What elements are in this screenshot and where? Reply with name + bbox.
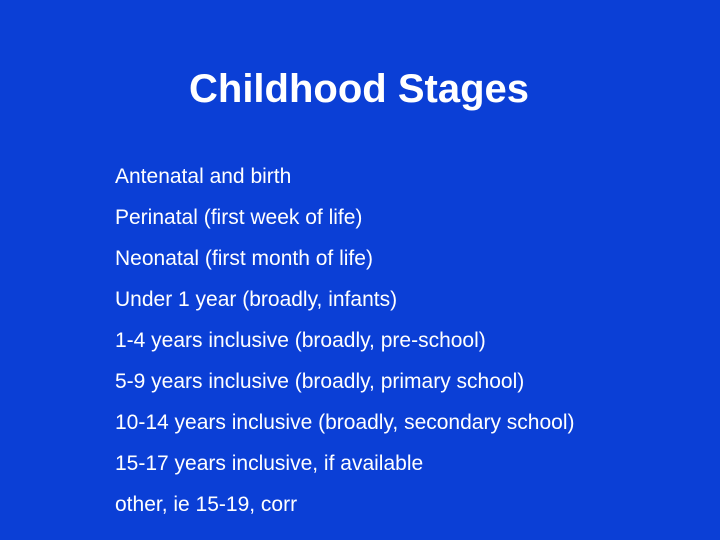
list-item-text: 5-9 years inclusive (broadly, primary school)	[115, 370, 525, 393]
slide-title-text: Childhood Stages	[189, 67, 529, 111]
list-item-text: Antenatal and birth	[115, 165, 292, 188]
list-item-text: other, ie 15-19, corr	[115, 493, 298, 516]
list-item-text: Under 1 year (broadly, infants)	[115, 288, 398, 311]
list-item	[115, 492, 675, 517]
list-item-text: Neonatal (first month of life)	[115, 247, 373, 270]
slide-title	[0, 66, 720, 112]
list-item	[115, 328, 675, 353]
list-item	[115, 410, 675, 435]
list-item	[115, 369, 675, 394]
list-item	[115, 287, 675, 312]
list-item	[115, 451, 675, 476]
list-item-text: 10-14 years inclusive (broadly, secondary school)	[115, 411, 575, 434]
list-item	[115, 164, 675, 189]
list-item-text: Perinatal (first week of life)	[115, 206, 363, 229]
list-item-text: 15-17 years inclusive, if available	[115, 452, 424, 475]
list-item-text: 1-4 years inclusive (broadly, pre-school)	[115, 329, 486, 352]
list-item	[115, 205, 675, 230]
bullet-list	[115, 164, 675, 533]
list-item	[115, 246, 675, 271]
